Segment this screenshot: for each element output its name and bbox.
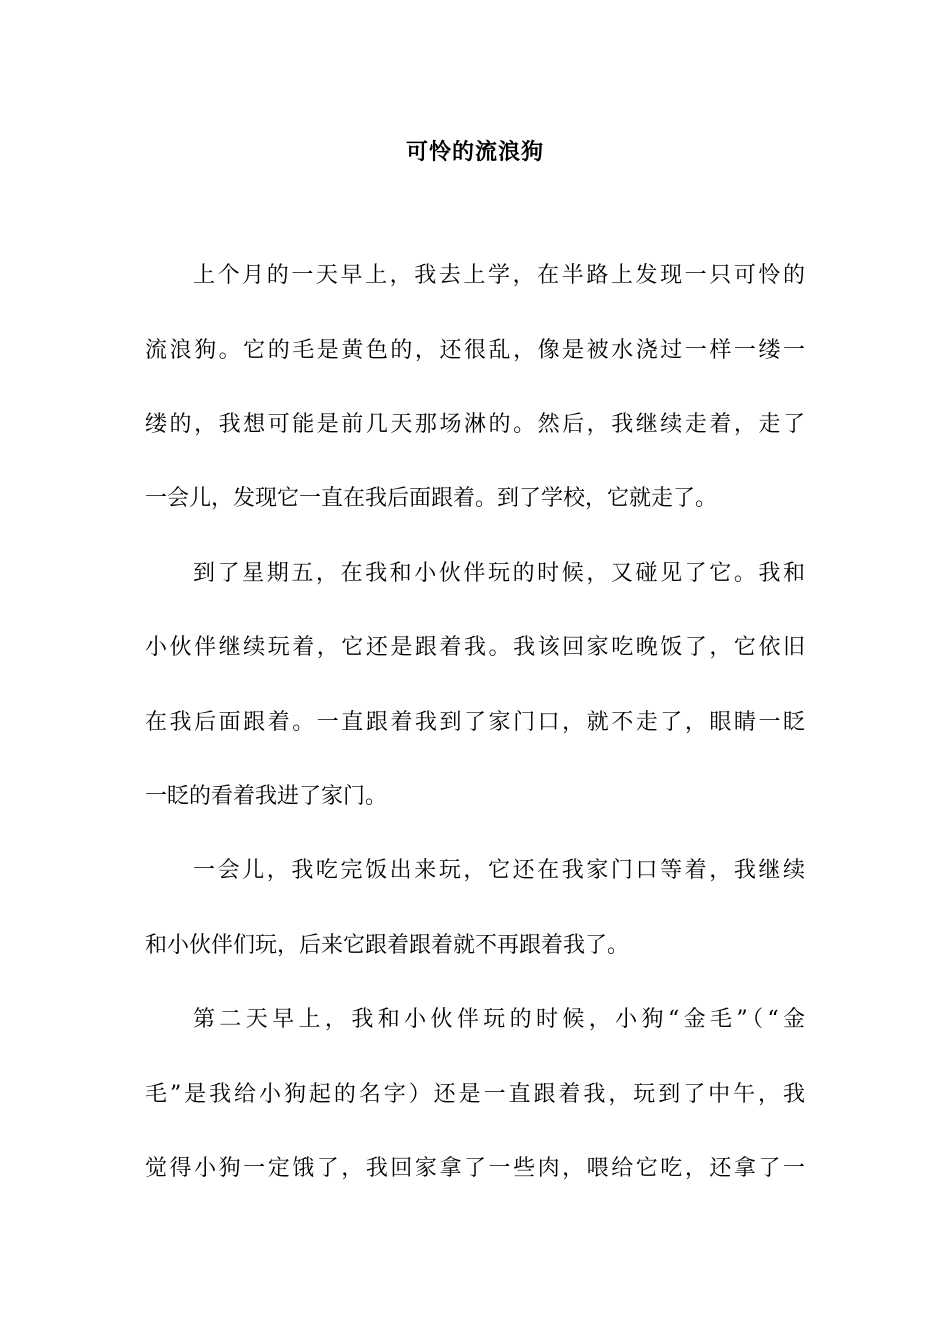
paragraph-line: 缕的，我想可能是前几天那场淋的。然后，我继续走着，走了 (145, 412, 805, 437)
paragraph-line: 和小伙伴们玩，后来它跟着跟着就不再跟着我了。 (145, 933, 630, 958)
paragraph-line: 一会儿，我吃完饭出来玩，它还在我家门口等着，我继续 (193, 858, 805, 883)
paragraph-line: 一会儿，发现它一直在我后面跟着。到了学校，它就走了。 (145, 486, 718, 511)
paragraph-line: 觉得小狗一定饿了，我回家拿了一些肉，喂给它吃，还拿了一 (145, 1156, 805, 1181)
paragraph-line: 流浪狗。它的毛是黄色的，还很乱，像是被水浇过一样一缕一 (145, 338, 805, 363)
paragraph-line: 一眨的看着我进了家门。 (145, 784, 388, 809)
paragraph-line: 在我后面跟着。一直跟着我到了家门口，就不走了，眼睛一眨 (145, 710, 805, 735)
document-title: 可怜的流浪狗 (405, 139, 544, 165)
paragraph-line: 上个月的一天早上，我去上学，在半路上发现一只可怜的 (193, 263, 805, 288)
paragraph-line: 小伙伴继续玩着，它还是跟着我。我该回家吃晚饭了，它依旧 (145, 635, 805, 660)
paragraph-line: 毛”是我给小狗起的名字）还是一直跟着我，玩到了中午，我 (145, 1082, 805, 1107)
paragraph-line: 到了星期五，在我和小伙伴玩的时候，又碰见了它。我和 (193, 561, 805, 586)
paragraph-line: 第二天早上，我和小伙伴玩的时候，小狗“金毛”（“金 (193, 1007, 805, 1032)
